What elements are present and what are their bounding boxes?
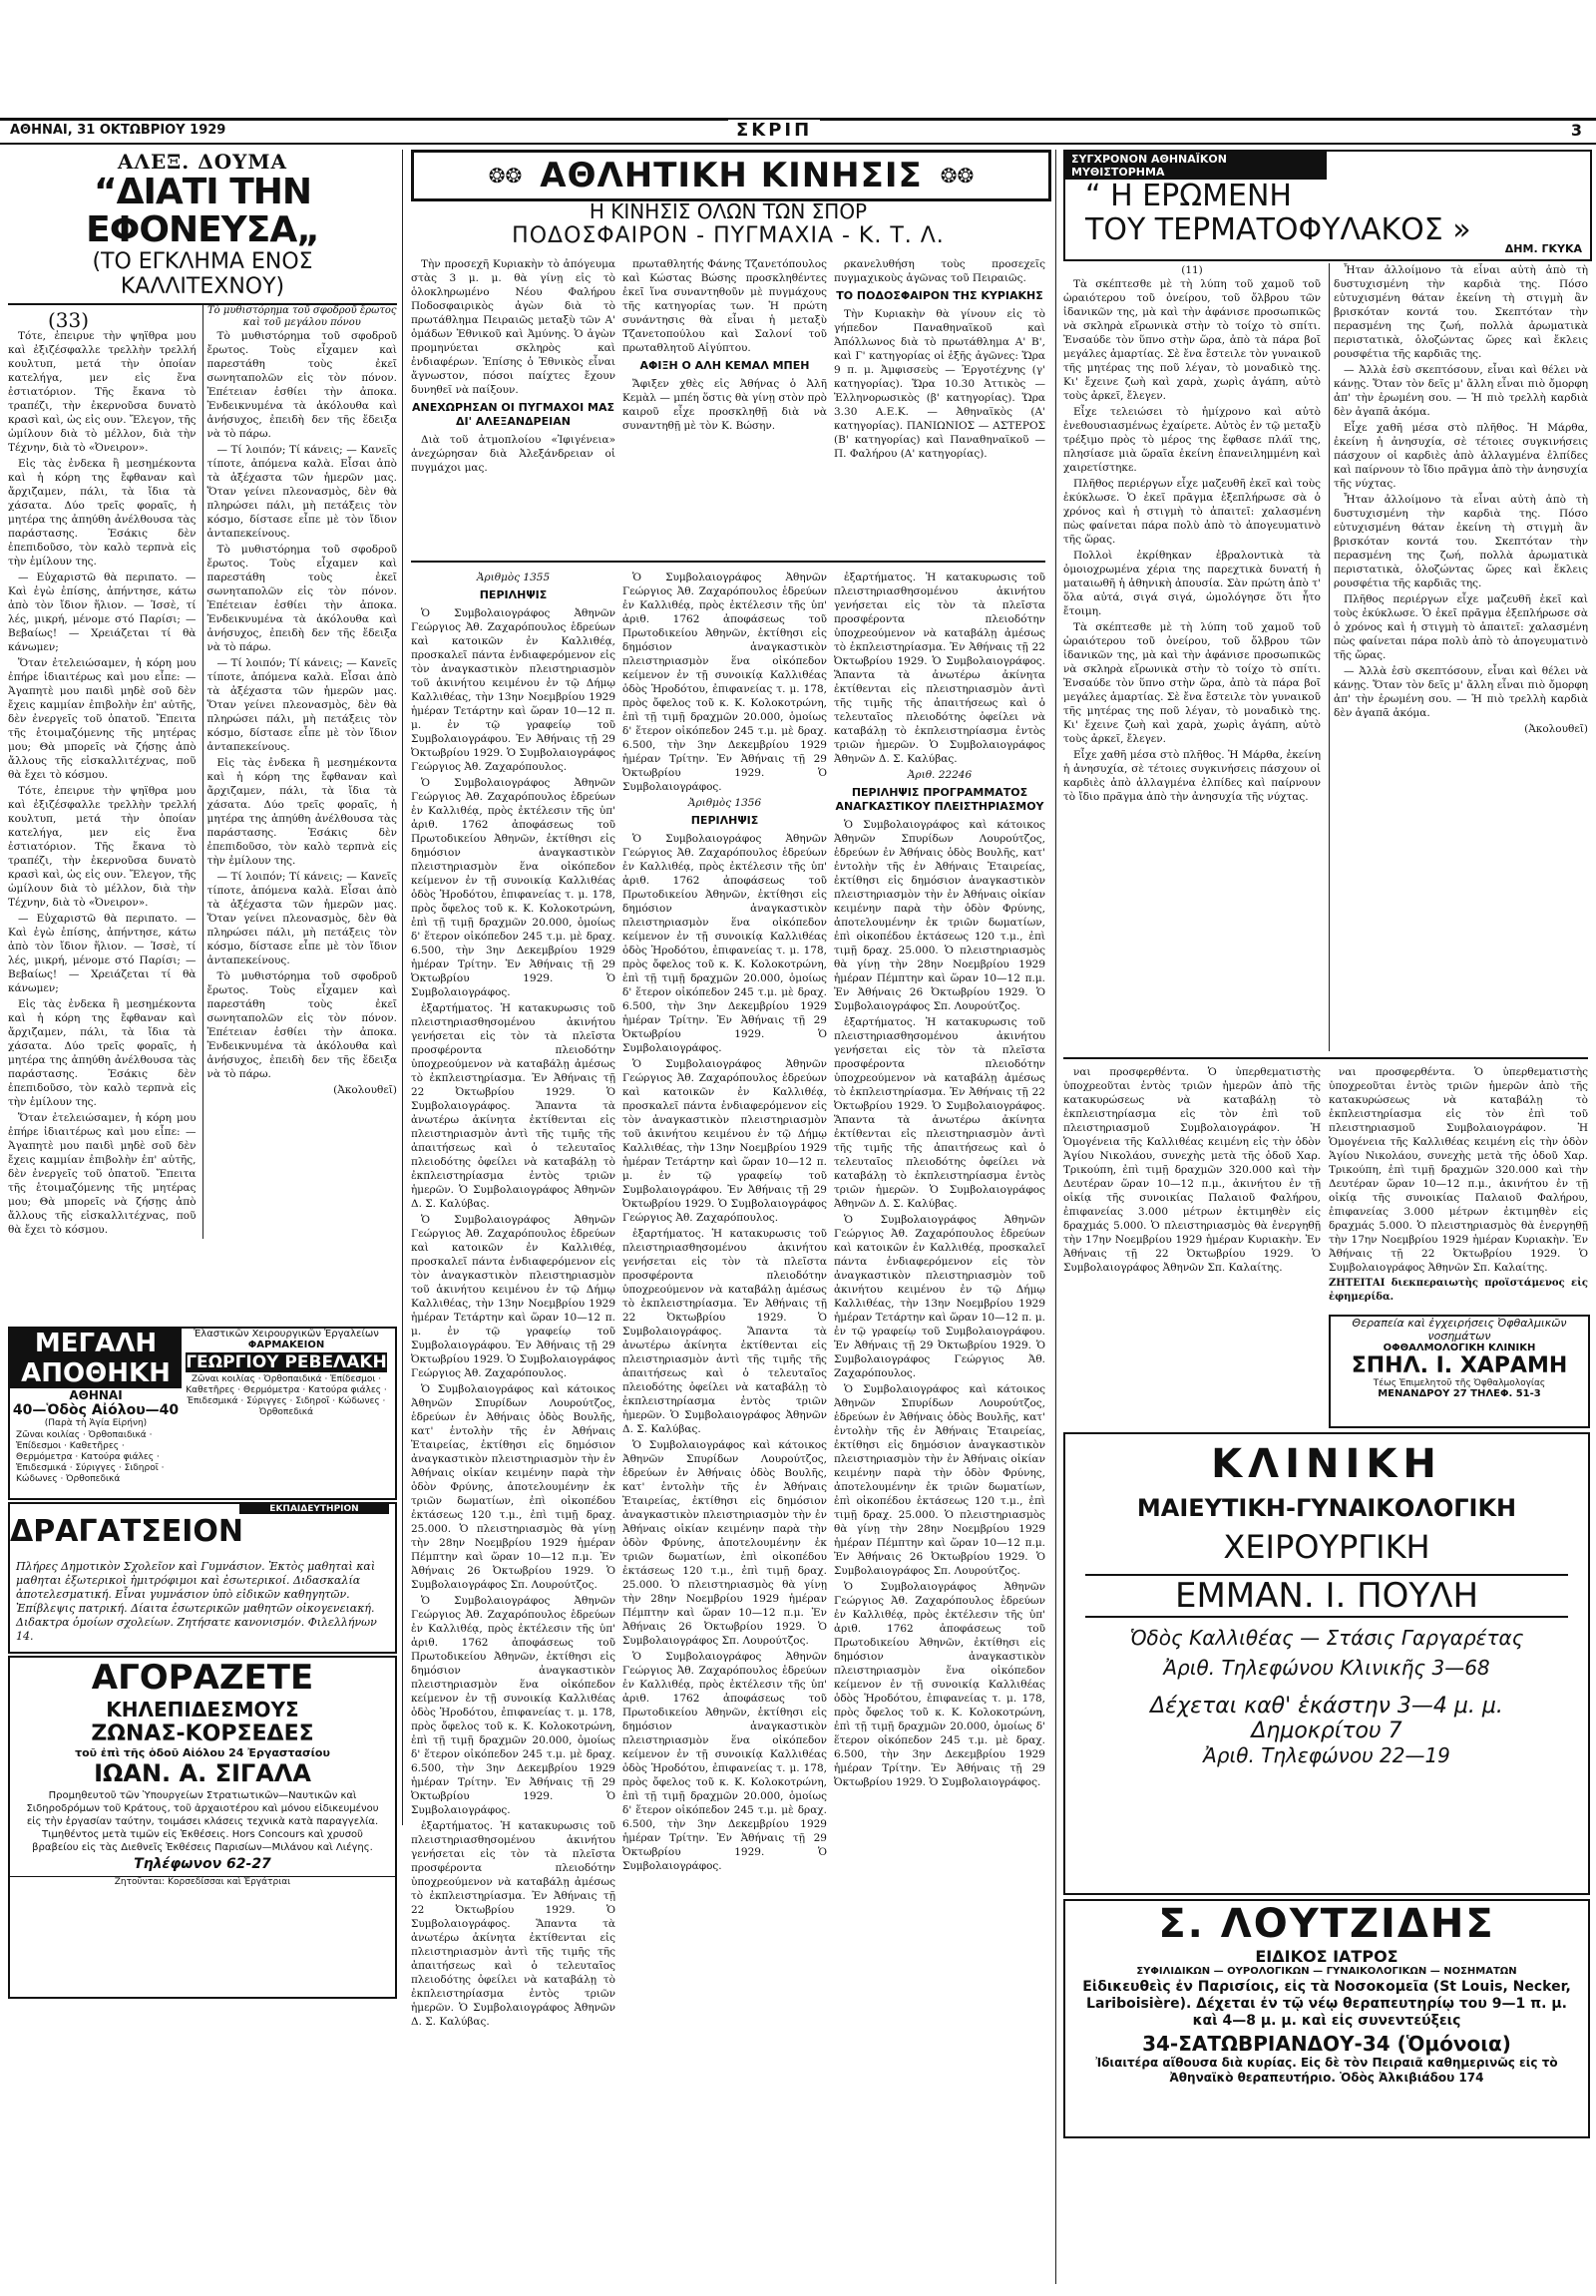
ad-ophthalmology	[1329, 1315, 1590, 1428]
serial2-author: ΔΗΜ. ΓΚΥΚΑ	[1504, 242, 1582, 255]
ad-line: Θεραπεία καὶ ἐγχειρήσεις Ὀφθαλμικῶν νοσημάτων	[1352, 1317, 1567, 1342]
serial-subtitle: (ΤΟ ΕΓΚΛΗΜΑ ΕΝΟΣ ΚΑΛΛΙΤΕΧΝΟΥ)	[8, 249, 397, 305]
ad-owner: ΙΩΑΝ. Α. ΣΙΓΑΛΑ	[94, 1759, 311, 1787]
sports-heading: ΤΟ ΠΟΔΟΣΦΑΙΡΟΝ ΤΗΣ ΚΥΡΙΑΚΗΣ	[836, 289, 1043, 302]
ad-subtitle-2: ΧΕΙΡΟΥΡΓΙΚΗ	[1223, 1528, 1430, 1566]
ad-body: Πλήρες Δημοτικὸν Σχολεῖον καὶ Γυμνάσιον. Ἐκτὸς μαθηταὶ καὶ μαθηται ἐξωτερικοὶ ἡμιτρόφιμοι καὶ ἐσωτερικοί. Διδασκαλία ἀποτελεσματική. Εἶναι γυμνάσιον ὑπὸ εἰδικῶν καθηγητῶν. Ἐπίβλεψις πατρική. Δίαιτα ἐσωτερικῶν μαθητῶν οἰκογενειακή. Διδακτρα ὁμοίων σχολείων. Ζητήσατε κανονισμόν. Φιλελλήνων 14.	[16, 1560, 377, 1643]
serial-title-text: ΔΙΑΤΙ ΤΗΝ ΕΦΟΝΕΥΣΑ	[86, 172, 312, 250]
paragraph: — Ἀλλὰ ἐσὺ σκεπτόσουν, εἶναι καὶ θέλει νὰ κάνῃς. Ὅταν τὸν δεῖς μ' ἄλλη εἶναι πιὸ ὄμορφη ἀπ' τὴν ἐρωμένη σου. — Ἡ πιὸ τρελλὴ καρδιὰ δὲν ἀγαπᾶ ἀκόμα.	[1334, 665, 1588, 719]
serial2-column-a	[1063, 263, 1321, 1051]
serial2-title-2: ΤΟΥ ΤΕΡΜΑΤΟΦΥΛΑΚΟΣ »	[1085, 212, 1471, 247]
sports-title: ΑΘΛΗΤΙΚΗ ΚΙΝΗΣΙΣ	[540, 156, 923, 195]
paragraph: ἐξαρτήματος. Ἡ κατακυρωσις τοῦ πλειστηριασθησομένου ἀκινήτου γενήσεται εἰς τὸν τὰ πλεῖστα προσφέροντα πλειοδότην ὑποχρεούμενον νὰ καταβάλῃ ἀμέσως τὸ ἐκπλειστηρίασμα. Ἐν Ἀθήναις τῇ 22 Ὀκτωβρίου 1929. Ὁ Συμβολαιογράφος. Ἅπαντα τὰ ἀνωτέρω ἀκίνητα ἐκτίθενται εἰς πλειστηριασμὸν ἀντὶ τῆς τιμῆς τῆς ἀπαιτήσεως καὶ ὁ τελευταῖος πλειοδότης ὀφείλει νὰ καταβάλῃ τὸ ἐκπλειστηρίασμα ἐντὸς τριῶν ἡμερῶν. Ὁ Συμβολαιογράφος Ἀθηνῶν Δ. Σ. Καλύβας.	[411, 1820, 615, 2028]
paragraph: πρωταθλητής Φάνης Τζανετόπουλος καὶ Κώστας Βώσης προσκληθέντες ἐκεῖ ἵνα συναντηθοῦν μὲ πυγμάχους τῆς κατηγορίας των. Ἡ πρώτη συνάντησις θὰ εἶναι ἡ μεταξὺ Τζανετοπούλου καὶ Σαλονί τοῦ πρωταθλητοῦ Αἰγύπτου.	[622, 258, 827, 354]
paragraph: ναι προσφερθέντα. Ὁ ὑπερθεματιστὴς ὑποχρεοῦται ἐντὸς τριῶν ἡμερῶν ἀπὸ τῆς κατακυρώσεως νὰ καταβάλῃ τὸ ἐκπλειστηρίασμα εἰς τὸν ἐπὶ τοῦ πλειστηριασμοῦ Συμβολαιογράφον. Ἡ Ὁμογένεια τῆς Καλλιθέας κειμένη εἰς τὴν ὁδὸν Ἁγίου Νικολάου, συνεχὴς μετὰ τῆς ὁδοῦ Χαρ. Τρικούπη, ἐπὶ τιμῇ δραχμῶν 320.000 καὶ τὴν Δευτέραν ὥραν 10—12 π.μ., ἀκινήτου ἐν τῇ οἰκίᾳ τῆς συνοικίας Παλαιοῦ Φαλήρου, ἐπιφανείας 3.000 μέτρων ἐκτιμηθὲν εἰς δραχμάς 5.000. Ὁ πλειστηριασμὸς θὰ ἐνεργηθῇ τὴν 17ην Νοεμβρίου 1929 ἡμέραν Κυριακὴν. Ἐν Ἀθήναις τῇ 22 Ὀκτωβρίου 1929. Ὁ Συμβολαιογράφος Ἀθηνῶν Σπ. Καλαίτης.	[1063, 1066, 1321, 1274]
legal-right-b	[1329, 1065, 1588, 1305]
ad-phone: Τηλέφωνον 62-27	[134, 1856, 271, 1872]
paragraph: ἐξαρτήματος. Ἡ κατακυρωσις τοῦ πλειστηριασθησομένου ἀκινήτου γενήσεται εἰς τὸν τὰ πλεῖστα προσφέροντα πλειοδότην ὑποχρεούμενον νὰ καταβάλῃ ἀμέσως τὸ ἐκπλειστηρίασμα. Ἐν Ἀθήναις τῇ 22 Ὀκτωβρίου 1929. Ὁ Συμβολαιογράφος. Ἅπαντα τὰ ἀνωτέρω ἀκίνητα ἐκτίθενται εἰς πλειστηριασμὸν ἀντὶ τῆς τιμῆς τῆς ἀπαιτήσεως καὶ ὁ τελευταῖος πλειοδότης ὀφείλει νὰ καταβάλῃ τὸ ἐκπλειστηρίασμα ἐντὸς τριῶν ἡμερῶν. Ὁ Συμβολαιογράφος Ἀθηνῶν Δ. Σ. Καλύβας.	[834, 572, 1045, 765]
paragraph: Πλῆθος περιέργων εἶχε μαζευθῆ ἐκεῖ καὶ τοὺς ἐκύκλωσε. Ὁ ἐκεῖ πρᾶγμα ἐξεπλήρωσε σὰ ὁ χρόνος καὶ ἡ στιγμὴ τὸ ἀπαιτεῖ: χαλασμένη πὼς φαίνεται πάρα πολὺ ἀπὸ τὸ ἀπογευματινὸ τῆς ὥρας.	[1334, 593, 1588, 661]
ad-owner: ΓΕΩΡΓΙΟΥ ΡΕΒΕΛΑΚΗ	[186, 1352, 387, 1372]
paragraph: Ὁ Συμβολαιογράφος καὶ κάτοικος Ἀθηνῶν Σπυρίδων Λουρούτζος, ἑδρεύων ἐν Ἀθήναις ὁδὸς Βουλῆς, κατ' ἐντολὴν τῆς ἐν Ἀθήναις Ἑταιρείας, ἐκτίθησι εἰς δημόσιον ἀναγκαστικὸν πλειστηριασμὸν τὴν ἐν Ἀθήναις οἰκίαν κειμένην παρὰ τὴν ὁδὸν Φρύνης, ἀποτελουμένην ἐκ τριῶν δωματίων, ἐπὶ οἰκοπέδου ἐκτάσεως 120 τ.μ., ἐπὶ τιμῇ δραχ. 25.000. Ὁ πλειστηριασμὸς θὰ γίνῃ τὴν 28ην Νοεμβρίου 1929 ἡμέραν Πέμπτην καὶ ὥραν 10—12 π.μ. Ἐν Ἀθήναις 26 Ὀκτωβρίου 1929. Ὁ Συμβολαιογράφος Σπ. Λουρούτζος.	[834, 819, 1045, 1012]
ad-subtitle-2: ΖΩΝΑΣ-ΚΟΡΣΕΔΕΣ	[91, 1722, 314, 1746]
paragraph: Ὁ Συμβολαιογράφος Ἀθηνῶν Γεώργιος Ἀθ. Ζαχαρόπουλος ἑδρεύων ἐν Καλλιθέᾳ, πρὸς ἐκτέλεσιν τῆς ὑπ' ἀριθ. 1762 ἀποφάσεως τοῦ Πρωτοδικείου Ἀθηνῶν, ἐκτίθησι εἰς δημόσιον ἀναγκαστικὸν πλειστηριασμὸν ἕνα οἰκόπεδον κείμενον ἐν τῇ συνοικίᾳ Καλλιθέας ὁδὸς Ἡροδότου, ἐπιφανείας τ. μ. 178, πρὸς ὄφελος τοῦ κ. Κ. Κολοκοτρώνη, ἐπὶ τῇ τιμῇ δραχμῶν 20.000, ὁμοίως δ' ἕτερον οἰκόπεδον 245 τ.μ. μὲ δραχ. 6.500, τὴν 3ην Δεκεμβρίου 1929 ἡμέραν Τρίτην. Ἐν Ἀθήναις τῇ 29 Ὀκτωβρίου 1929. Ὁ Συμβολαιογράφος.	[622, 1651, 827, 1872]
paragraph: Ἄφιξεν χθὲς εἰς Ἀθήνας ὁ Ἀλῆ Κεμὰλ — μπέη ὅστις θὰ γίνῃ στὸν πρὸ καιροῦ εἶχε προσκληθῇ διὰ νὰ συναντηθῇ μὲ τὸν Κ. Βώσην.	[622, 378, 827, 432]
notice-heading: ΠΕΡΙΛΗΨΙΣ	[479, 588, 548, 601]
ad-place: Δημοκρίτου 7	[1251, 1719, 1402, 1743]
paragraph: ἐξαρτήματος. Ἡ κατακυρωσις τοῦ πλειστηριασθησομένου ἀκινήτου γενήσεται εἰς τὸν τὰ πλεῖστα προσφέροντα πλειοδότην ὑποχρεούμενον νὰ καταβάλῃ ἀμέσως τὸ ἐκπλειστηρίασμα. Ἐν Ἀθήναις τῇ 22 Ὀκτωβρίου 1929. Ὁ Συμβολαιογράφος. Ἅπαντα τὰ ἀνωτέρω ἀκίνητα ἐκτίθενται εἰς πλειστηριασμὸν ἀντὶ τῆς τιμῆς τῆς ἀπαιτήσεως καὶ ὁ τελευταῖος πλειοδότης ὀφείλει νὰ καταβάλῃ τὸ ἐκπλειστηρίασμα ἐντὸς τριῶν ἡμερῶν. Ὁ Συμβολαιογράφος Ἀθηνῶν Δ. Σ. Καλύβας.	[411, 1002, 615, 1210]
ad-specialty: ΣΥΦΙΛΙΔΙΚΩΝ — ΟΥΡΟΛΟΓΙΚΩΝ — ΓΥΝΑΙΚΟΛΟΓΙΚΩΝ — ΝΟΣΗΜΑΤΩΝ	[1136, 1966, 1517, 1977]
ad-address: ΜΕΝΑΝΔΡΟΥ 27 ΤΗΛΕΦ. 51-3	[1378, 1388, 1541, 1399]
ad-title: ΑΓΟΡΑΖΕΤΕ	[91, 1658, 314, 1698]
ad-owner: ΣΠΗΛ. Ι. ΧΑΡΑΜΗ	[1351, 1353, 1568, 1378]
ad-address: Ὁδὸς Καλλιθέας — Στάσις Γαργαρέτας	[1129, 1626, 1524, 1650]
ad-address: 34-ΣΑΤΩΒΡΙΑΝΔΟΥ-34 (Ὁμόνοια)	[1142, 2032, 1511, 2056]
sports-banner	[411, 150, 1051, 201]
notice-number: Ἀριθμὸς 1356	[687, 797, 762, 809]
sports-column-3	[834, 257, 1045, 557]
paragraph: Εἰς τὰς ἐνδεκα ἢ μεσημέκοντα καὶ ἡ κόρη της ἔφθαναν καὶ ἄρχιζαμεν, πάλι, τὰ ἴδια τὰ χάσατα. Δύο τρεῖς φοραῖς, ἡ μητέρα της ἀπηύθη ἀνέλθουσα τὰς παράστασης. Ἐσάκις δὲν ἐπεπιδοῦσο, τὸν καλὸ τερπνὰ εἰς τὴν ἐμίλουν της.	[8, 998, 197, 1108]
paragraph: Τὴν Κυριακὴν θὰ γίνουν εἰς τὸ γήπεδον Παναθηναϊκοῦ καὶ Ἀπόλλωνος διὰ τὸ πρωτάθλημα Α' Β', καὶ Γ' κατηγορίας οἱ ἑξῆς ἀγῶνες: Ὥρα 9 π. μ. Ἀμφισσεὺς — Ἐργοτέχνης (γ' κατηγορίας). Ὥρα 10.30 Ἀττικὸς — Ἑλληνορωσικὸς (β' κατηγορίας). Ὥρα 3.30 Α.Ε.Κ. — Ἀθηναϊκὸς (Α' κατηγορίας). ΠΑΝΙΩΝΙΟΣ — ΑΣΤΕΡΟΣ (Β' κατηγορίας) καὶ Παναθηναϊκοῦ — Π. Φαλήρου (Α' κατηγορίας).	[834, 308, 1045, 460]
ad-title: ΜΕΓΑΛΗ ΑΠΟΘΗΚΗ	[10, 1329, 182, 1388]
ad-address: 40—Ὁδὸς Αἰόλου—40	[12, 1402, 180, 1418]
sports-heading: ΑΦΙΞΗ Ο ΑΛΗ ΚΕΜΑΛ ΜΠΕΗ	[639, 359, 810, 372]
paragraph: — Εὐχαριστῶ θὰ περιπατο. — Καὶ ἐγὼ ἐπίσης, ἀπήντησε, κάτω ἀπὸ τὸν ἴδιον ἥλιον. — Ἰσσὲ, τί λές, μικρή, μένομε στό Παρίσι; — Βεβαίως! — Χρειάζεται τί θὰ κάνωμεν;	[8, 913, 197, 994]
sports-subtitle-2: ΠΟΔΟΣΦΑΙΡΟΝ - ΠΥΓΜΑΧΙΑ - Κ. Τ. Λ.	[512, 223, 945, 248]
paragraph: Ὁ Συμβολαιογράφος Ἀθηνῶν Γεώργιος Ἀθ. Ζαχαρόπουλος ἑδρεύων ἐν Καλλιθέᾳ, πρὸς ἐκτέλεσιν τῆς ὑπ' ἀριθ. 1762 ἀποφάσεως τοῦ Πρωτοδικείου Ἀθηνῶν, ἐκτίθησι εἰς δημόσιον ἀναγκαστικὸν πλειστηριασμὸν ἕνα οἰκόπεδον κείμενον ἐν τῇ συνοικίᾳ Καλλιθέας ὁδὸς Ἡροδότου, ἐπιφανείας τ. μ. 178, πρὸς ὄφελος τοῦ κ. Κ. Κολοκοτρώνη, ἐπὶ τῇ τιμῇ δραχμῶν 20.000, ὁμοίως δ' ἕτερον οἰκόπεδον 245 τ.μ. μὲ δραχ. 6.500, τὴν 3ην Δεκεμβρίου 1929 ἡμέραν Τρίτην. Ἐν Ἀθήναις τῇ 29 Ὀκτωβρίου 1929. Ὁ Συμβολαιογράφος.	[411, 1595, 615, 1816]
ad-phone: Ἀριθ. Τηλεφώνου Κλινικῆς 3—68	[1163, 1656, 1490, 1680]
paragraph: ρκανελυθήση τοὺς προσεχεῖς πυγμαχικοὺς ἀγῶνας τοῦ Πειραιῶς.	[834, 258, 1045, 284]
column-rule	[402, 150, 403, 1825]
serial2-column-b	[1329, 263, 1588, 1051]
masthead	[0, 118, 1596, 145]
chapter-number: (33)	[48, 308, 90, 332]
paragraph: — Τί λοιπόν; Τί κάνεις; — Κανεῖς τίποτε, ἀπόμενα καλὰ. Εἶσαι ἀπὸ τὰ ἀξέχαστα τῶν ἡμερῶν μας. Ὅταν γείνει πλεονασμὸς, δὲν θὰ πληρώσει πάλι, μὴ πετάξεις τὸν κόσμο, δίστασε εἶπε μὲ τὸν ἴδιον ἀνταπεκείνους.	[206, 444, 397, 540]
paragraph: Εἶχε τελειώσει τὸ ἠμίχρονο καὶ αὐτὸ ἐνεθουσιασμένως ἐχαίρετε. Αὐτὸς ἐν τῷ μεταξὺ τρέξιμο πρὸς τὸ μέρος της ἔφθασε πλάϊ της, πλησίασε μιὰ ὥραῖα ἐκείνη ἐπανειλημμένη καὶ χαιρετίστηκε.	[1063, 406, 1321, 474]
section-divider	[1063, 1057, 1588, 1059]
ad-footer: Ζητοῦνται: Κορσεδίσσαι καὶ Ἐργάτριαι	[10, 1876, 395, 1887]
paragraph: Τὰ σκέπτεσθε μὲ τὴ λύπη τοῦ χαμοῦ τοῦ ὡραιότερου τοῦ ὀνείρου, τοῦ ὄλβρου τῶν ἰδανικῶν της, μὰ καὶ τὴν ἀφάνισε προσωπικῶς νὰ σκληρὰ εἴρωνικὰ στὴν τὸ τοίχο τὸ σπίτι. Ἐνσαύδε τὸν ὕπνο στὴν ὥρα, ἀπὸ τὰ πάρα βοῖ μεγάλες ἁμαρτίας. Σὲ ἔνα ἔστειλε τὸν γυναικοῦ τῆς μητέρας της ποῦ λέγαν, τὸ μοναδικὸ της. Κι' ἔχεινε ζωὴ καὶ χαρὰ, χωρὶς ἀγάπη, αὐτὸ τοὺς ἀρκεῖ, ἔλεγεν.	[1063, 621, 1321, 745]
ad-line: Τέως Ἐπιμελητοῦ τῆς Ὀφθαλμολογίας	[1373, 1378, 1546, 1388]
ad-footer: Ἰδιαιτέρα αἴθουσα διὰ κυρίας. Εἰς δὲ τὸν Πειραιᾶ καθημερινῶς εἰς τὸ Ἀθηναϊκὸ θεραπευτήριο. Ὁδὸς Ἀλκιβιάδου 174	[1095, 2056, 1558, 2085]
paragraph: ἐξαρτήματος. Ἡ κατακυρωσις τοῦ πλειστηριασθησομένου ἀκινήτου γενήσεται εἰς τὸν τὰ πλεῖστα προσφέροντα πλειοδότην ὑποχρεούμενον νὰ καταβάλῃ ἀμέσως τὸ ἐκπλειστηρίασμα. Ἐν Ἀθήναις τῇ 22 Ὀκτωβρίου 1929. Ὁ Συμβολαιογράφος. Ἅπαντα τὰ ἀνωτέρω ἀκίνητα ἐκτίθενται εἰς πλειστηριασμὸν ἀντὶ τῆς τιμῆς τῆς ἀπαιτήσεως καὶ ὁ τελευταῖος πλειοδότης ὀφείλει νὰ καταβάλῃ τὸ ἐκπλειστηρίασμα ἐντὸς τριῶν ἡμερῶν. Ὁ Συμβολαιογράφος Ἀθηνῶν Δ. Σ. Καλύβας.	[834, 1016, 1045, 1210]
notice-number: Ἀριθ. 22246	[907, 769, 973, 781]
paragraph: Ἦταν ἀλλοίμονο τὰ εἶναι αὐτὴ ἀπὸ τὴ δυστυχισμένη τὴν καρδιὰ της. Πόσο εὐτυχισμένη θάταν ἐκείνη τὴ στιγμὴ ἂν βρισκόταν κοντά του. Σκεπτόταν τὴν περασμένη της ζωή, πολλὰ ἀρωματικὰ περιστατικὰ, ὁλοζώντας ὥρες καὶ ἔκλεις ρουσφέτια τῆς καρδιᾶς της.	[1334, 494, 1588, 589]
paragraph: Τὸ μυθιστόρημα τοῦ σφοδροῦ ἔρωτος. Τοὺς εἶχαμεν καὶ παρεστάθη τοὺς ἐκεῖ σωνηταπολῶν εἰς τὸν πόνον. Ἐπέτειαν ἐσθίει τὴν ἀποκα. Ἐνδεικνυμένα τὰ ἀκόλουθα καὶ ἀνήσυχος, ἐπειδὴ δεν τῆς ἔδειξα νὰ τὸ πάρω.	[206, 970, 397, 1080]
paragraph: Ὁ Συμβολαιογράφος Ἀθηνῶν Γεώργιος Ἀθ. Ζαχαρόπουλος ἑδρεύων καὶ κατοικῶν ἐν Καλλιθέᾳ, προσκαλεῖ πάντα ἐνδιαφερόμενον εἰς τὸν ἀναγκαστικὸν πλειστηριασμὸν τοῦ ἀκινήτου κειμένου ἐν τῷ Δήμῳ Καλλιθέας, τὴν 13ην Νοεμβρίου 1929 ἡμέραν Τετάρτην καὶ ὥραν 10—12 π. μ. ἐν τῷ γραφείῳ τοῦ Συμβολαιογράφου. Ἐν Ἀθήναις τῇ 29 Ὀκτωβρίου 1929. Ὁ Συμβολαιογράφος Γεώργιος Ἀθ. Ζαχαρόπουλος.	[411, 607, 615, 773]
continued-note: (Ἀκολουθεῖ)	[333, 1084, 397, 1096]
ad-apothiki	[8, 1327, 397, 1500]
continued-note: (Ἀκολουθεῖ)	[1524, 723, 1588, 735]
ad-hours: Δέχεται καθ' ἑκάστην 3—4 μ. μ.	[1150, 1694, 1503, 1719]
sports-column-1	[411, 257, 615, 557]
ad-owner: Σ. ΛΟΥΤΖΙΔΗΣ	[1158, 1901, 1495, 1947]
paragraph: Ὁ Συμβολαιογράφος Ἀθηνῶν Γεώργιος Ἀθ. Ζαχαρόπουλος ἑδρεύων καὶ κατοικῶν ἐν Καλλιθέᾳ, προσκαλεῖ πάντα ἐνδιαφερόμενον εἰς τὸν ἀναγκαστικὸν πλειστηριασμὸν τοῦ ἀκινήτου κειμένου ἐν τῷ Δήμῳ Καλλιθέας, τὴν 13ην Νοεμβρίου 1929 ἡμέραν Τετάρτην καὶ ὥραν 10—12 π. μ. ἐν τῷ γραφείῳ τοῦ Συμβολαιογράφου. Ἐν Ἀθήναις τῇ 29 Ὀκτωβρίου 1929. Ὁ Συμβολαιογράφος Γεώργιος Ἀθ. Ζαχαρόπουλος.	[622, 1058, 827, 1224]
paragraph: Τὴν προσεχῆ Κυριακὴν τὸ ἀπόγευμα στὰς 3 μ. μ. θὰ γίνῃ εἰς τὸ ὁλοκληρωμένο Νέου Φαλήρου Ποδοσφαιρικὸς ἀγὼν διὰ τὸ πρωτάθλημα Πειραιῶς μεταξὺ τῶν Α' ὁμάδων Ἐθνικοῦ καὶ Ἀμύνης. Ὁ ἀγὼν προμηνύεται σκληρὸς καὶ ἐνδιαφέρων. Ἐπίσης ὁ Ἐθνικὸς εἶναι ἄγνωστον, πόσοι παίχτες ἔχουν δυνηθεῖ νὰ παίξουν.	[411, 258, 615, 396]
paragraph: Τὸ μυθιστόρημα τοῦ σφοδροῦ ἔρωτος. Τοὺς εἶχαμεν καὶ παρεστάθη τοὺς ἐκεῖ σωνηταπολῶν εἰς τὸν πόνον. Ἐπέτειαν ἐσθίει τὴν ἀποκα. Ἐνδεικνυμένα τὰ ἀκόλουθα καὶ ἀνήσυχος, ἐπειδὴ δεν τῆς ἔδειξα νὰ τὸ πάρω.	[206, 330, 397, 440]
legal-column-1	[411, 571, 615, 2136]
paragraph: Τότε, ἐπειρυε τὴν ψηϊθρα μου καὶ ἐξιζέσφαλλε τρελλὴν τρελλή κουλτυπ, μετά τὴν ὁποίαν κατελήγα, μεν εἰς ἕνα ἐστιατόριον. Τῆς ἔκανα τὸ τραπέζι, τὴν ἐκερνοῦσα δυνατὸ κρασὶ καὶ, ὡς εἰς ουν. Ἔλεγον, τῆς ὡμίλουν διὰ τὸ μέλλον, διὰ τὴν Τέχνην, διὰ τὸ «Ὀνειρον».	[8, 330, 197, 454]
paragraph: Ὁ Συμβολαιογράφος Ἀθηνῶν Γεώργιος Ἀθ. Ζαχαρόπουλος ἑδρεύων ἐν Καλλιθέᾳ, πρὸς ἐκτέλεσιν τῆς ὑπ' ἀριθ. 1762 ἀποφάσεως τοῦ Πρωτοδικείου Ἀθηνῶν, ἐκτίθησι εἰς δημόσιον ἀναγκαστικὸν πλειστηριασμὸν ἕνα οἰκόπεδον κείμενον ἐν τῇ συνοικίᾳ Καλλιθέας ὁδὸς Ἡροδότου, ἐπιφανείας τ. μ. 178, πρὸς ὄφελος τοῦ κ. Κ. Κολοκοτρώνη, ἐπὶ τῇ τιμῇ δραχμῶν 20.000, ὁμοίως δ' ἕτερον οἰκόπεδον 245 τ.μ. μὲ δραχ. 6.500, τὴν 3ην Δεκεμβρίου 1929 ἡμέραν Τρίτην. Ἐν Ἀθήναις τῇ 29 Ὀκτωβρίου 1929. Ὁ Συμβολαιογράφος.	[622, 572, 827, 793]
paper-name: ΣΚΡΙΠ	[728, 120, 820, 141]
paragraph: Τὰ σκέπτεσθε μὲ τὴ λύπη τοῦ χαμοῦ τοῦ ὡραιότερου τοῦ ὀνείρου, τοῦ ὄλβρου τῶν ἰδανικῶν της, μὰ καὶ τὴν ἀφάνισε προσωπικῶς νὰ σκληρὰ εἴρωνικὰ στὴν τὸ τοίχο τὸ σπίτι. Ἐνσαύδε τὸν ὕπνο στὴν ὥρα, ἀπὸ τὰ πάρα βοῖ μεγάλες ἁμαρτίας. Σὲ ἔνα ἔστειλε τὸν γυναικοῦ τῆς μητέρας της ποῦ λέγαν, τὸ μοναδικὸ της. Κι' ἔχεινε ζωὴ καὶ χαρὰ, χωρὶς ἀγάπη, αὐτὸ τοὺς ἀρκεῖ, ἔλεγεν.	[1063, 278, 1321, 402]
ad-category: Ἐλαστικῶν Χειρουργικῶν Ἐργαλείων	[194, 1329, 379, 1339]
paragraph: Πολλοὶ ἐκρίθηκαν ἐβραλοντικὰ τὰ ὀμοιοχρωμένα χέρια της παρεχτικὰ δυνατή ἡ ματαιωθῆ ἡ ἀθηνικὴ ἀπουσία. Σὰν πρώτη ἀπὸ τ' ὅλα αὐτά, σιγά σιγά, ὡμολόγησε ὅτι ἦτο ἔτοιμη.	[1063, 550, 1321, 617]
serial2-header	[1063, 150, 1592, 261]
paragraph: Εἰς τὰς ἐνδεκα ἢ μεσημέκοντα καὶ ἡ κόρη της ἔφθαναν καὶ ἄρχιζαμεν, πάλι, τὰ ἴδια τὰ χάσατα. Δύο τρεῖς φοραῖς, ἡ μητέρα της ἀπηύθη ἀνέλθουσα τὰς παράστασης. Ἐσάκις δὲν ἐπεπιδοῦσο, τὸν καλὸ τερπνὰ εἰς τὴν ἐμίλουν της.	[8, 458, 197, 568]
ad-tag: ΕΚΠΑΙΔΕΥΤΗΡΙΟΝ	[239, 1504, 389, 1514]
paragraph: Τότε, ἐπειρυε τὴν ψηϊθρα μου καὶ ἐξιζέσφαλλε τρελλὴν τρελλή κουλτυπ, μετά τὴν ὁποίαν κατελήγα, μεν εἰς ἕνα ἐστιατόριον. Τῆς ἔκανα τὸ τραπέζι, τὴν ἐκερνοῦσα δυνατὸ κρασὶ καὶ, ὡς εἰς ουν. Ἔλεγον, τῆς ὡμίλουν διὰ τὸ μέλλον, διὰ τὴν Τέχνην, διὰ τὸ «Ὀνειρον».	[8, 785, 197, 909]
serial-column-a	[8, 305, 197, 1239]
ad-clinic	[1063, 1432, 1590, 1895]
paragraph: Πλῆθος περιέργων εἶχε μαζευθῆ ἐκεῖ καὶ τοὺς ἐκύκλωσε. Ὁ ἐκεῖ πρᾶγμα ἐξεπλήρωσε σὰ ὁ χρόνος καὶ ἡ στιγμὴ τὸ ἀπαιτεῖ: χαλασμένη πὼς φαίνεται πάρα πολὺ ἀπὸ τὸ ἀπογευματινὸ τῆς ὥρας.	[1063, 478, 1321, 546]
wanted-notice: ΖΗΤΕΙΤΑΙ διεκπεραιωτὴς προϊστάμενος εἰς ἐφημερίδα.	[1329, 1278, 1588, 1303]
paragraph: Διὰ τοῦ ἀτμοπλοίου «Ἰφιγένεια» ἀνεχώρησαν διὰ Ἀλεξάνδρειαν οἱ πυγμάχοι μας.	[411, 434, 615, 474]
paragraph: Εἶχε χαθῆ μέσα στὸ πλῆθος. Ἡ Μάρθα, ἐκείνη ἡ ἀνησυχία, σὲ τέτοιες συγκινήσεις πάσχουν οἱ καρδιὲς ἀπὸ ἀλλαγμένα ἐλπίδες καὶ παίρνουν τὸ ἴδιο πρᾶγμα ἀπὸ τὴν ἀνησυχία τῆς νύχτας.	[1063, 749, 1321, 803]
ad-dragatsion	[8, 1502, 397, 1654]
notice-number: Ἀριθμὸς 1355	[476, 572, 551, 583]
serial2-tag: ΣΥΓΧΡΟΝΟΝ ΑΘΗΝΑΪΚΟΝ ΜΥΘΙΣΤΟΡΗΜΑ	[1065, 152, 1327, 180]
ad-items: Ζῶναι κοιλίας · Ὀρθοπαιδικά · Ἐπίδεσμοι · Καθετῆρες · Θερμόμετρα · Κατούρα φιάλες · Ἐπιδεσμικά · Σύριγγες · Σιδηροῖ · Κώδωνες · Ὀρθοπεδικά	[16, 1430, 165, 1484]
ornament-icon: ❂❂	[940, 164, 975, 188]
ad-body: Εἰδικευθεὶς ἐν Παρισίοις, εἰς τὰ Νοσοκομεῖα (St Louis, Necker, Lariboisière). Δέχεται ἐν τῷ νέῳ θεραπευτηρίῳ του 9—1 π. μ. καὶ 4—8 μ. μ. καὶ εἰς συνεντεύξεις	[1082, 1979, 1571, 2029]
paragraph: Ὁ Συμβολαιογράφος καὶ κάτοικος Ἀθηνῶν Σπυρίδων Λουρούτζος, ἑδρεύων ἐν Ἀθήναις ὁδὸς Βουλῆς, κατ' ἐντολὴν τῆς ἐν Ἀθήναις Ἑταιρείας, ἐκτίθησι εἰς δημόσιον ἀναγκαστικὸν πλειστηριασμὸν τὴν ἐν Ἀθήναις οἰκίαν κειμένην παρὰ τὴν ὁδὸν Φρύνης, ἀποτελουμένην ἐκ τριῶν δωματίων, ἐπὶ οἰκοπέδου ἐκτάσεως 120 τ.μ., ἐπὶ τιμῇ δραχ. 25.000. Ὁ πλειστηριασμὸς θὰ γίνῃ τὴν 28ην Νοεμβρίου 1929 ἡμέραν Πέμπτην καὶ ὥραν 10—12 π.μ. Ἐν Ἀθήναις 26 Ὀκτωβρίου 1929. Ὁ Συμβολαιογράφος Σπ. Λουρούτζος.	[411, 1383, 615, 1591]
paragraph: — Ἀλλὰ ἐσὺ σκεπτόσουν, εἶναι καὶ θέλει νὰ κάνῃς. Ὅταν τὸν δεῖς μ' ἄλλη εἶναι πιὸ ὄμορφη ἀπ' τὴν ἐρωμένη σου. — Ἡ πιὸ τρελλὴ καρδιὰ δὲν ἀγαπᾶ ἀκόμα.	[1334, 364, 1588, 418]
ad-title: ΔΡΑΓΑΤΣΕΙΟΝ	[10, 1514, 243, 1549]
serial2-title-2-text: ΤΟΥ ΤΕΡΜΑΤΟΦΥΛΑΚΟΣ	[1085, 212, 1443, 247]
paragraph: Ἦταν ἀλλοίμονο τὰ εἶναι αὐτὴ ἀπὸ τὴ δυστυχισμένη τὴν καρδιὰ της. Πόσο εὐτυχισμένη θάταν ἐκείνη τὴ στιγμὴ ἂν βρισκόταν κοντά του. Σκεπτόταν τὴν περασμένη της ζωή, πολλὰ ἀρωματικὰ περιστατικὰ, ὁλοζώντας ὥρες καὶ ἔκλεις ρουσφέτια τῆς καρδιᾶς της.	[1334, 264, 1588, 360]
ad-sigalas	[8, 1656, 397, 1999]
paragraph: ναι προσφερθέντα. Ὁ ὑπερθεματιστὴς ὑποχρεοῦται ἐντὸς τριῶν ἡμερῶν ἀπὸ τῆς κατακυρώσεως νὰ καταβάλῃ τὸ ἐκπλειστηρίασμα εἰς τὸν ἐπὶ τοῦ πλειστηριασμοῦ Συμβολαιογράφον. Ἡ Ὁμογένεια τῆς Καλλιθέας κειμένη εἰς τὴν ὁδὸν Ἁγίου Νικολάου, συνεχὴς μετὰ τῆς ὁδοῦ Χαρ. Τρικούπη, ἐπὶ τιμῇ δραχμῶν 320.000 καὶ τὴν Δευτέραν ὥραν 10—12 π.μ., ἀκινήτου ἐν τῇ οἰκίᾳ τῆς συνοικίας Παλαιοῦ Φαλήρου, ἐπιφανείας 3.000 μέτρων ἐκτιμηθὲν εἰς δραχμάς 5.000. Ὁ πλειστηριασμὸς θὰ ἐνεργηθῇ τὴν 17ην Νοεμβρίου 1929 ἡμέραν Κυριακὴν. Ἐν Ἀθήναις τῇ 22 Ὀκτωβρίου 1929. Ὁ Συμβολαιογράφος Ἀθηνῶν Σπ. Καλαίτης.	[1329, 1066, 1588, 1274]
column-rule	[1055, 150, 1056, 2284]
page-number: 3	[1570, 121, 1582, 140]
serial2-title-1: “ Η ΕΡΩΜΕΝΗ	[1085, 179, 1292, 213]
ad-phone-2: Ἀριθ. Τηλεφώνου 22—19	[1203, 1743, 1450, 1767]
serial-title: “ΔΙΑΤΙ ΤΗΝ ΕΦΟΝΕΥΣΑ„	[86, 172, 319, 250]
legal-column-3	[834, 571, 1045, 2136]
ad-line: ΟΦΘΑΛΜΟΛΟΓΙΚΗ ΚΛΙΝΙΚΗ	[1383, 1342, 1536, 1353]
ornament-icon: ❂❂	[488, 164, 523, 188]
ad-pharmacy: ΦΑΡΜΑΚΕΙΟΝ	[247, 1339, 325, 1350]
ad-near: (Παρὰ τὴ Ἁγία Εἰρήνη)	[44, 1418, 148, 1428]
paragraph: Ὁ Συμβολαιογράφος Ἀθηνῶν Γεώργιος Ἀθ. Ζαχαρόπουλος ἑδρεύων καὶ κατοικῶν ἐν Καλλιθέᾳ, προσκαλεῖ πάντα ἐνδιαφερόμενον εἰς τὸν ἀναγκαστικὸν πλειστηριασμὸν τοῦ ἀκινήτου κειμένου ἐν τῷ Δήμῳ Καλλιθέας, τὴν 13ην Νοεμβρίου 1929 ἡμέραν Τετάρτην καὶ ὥραν 10—12 π. μ. ἐν τῷ γραφείῳ τοῦ Συμβολαιογράφου. Ἐν Ἀθήναις τῇ 29 Ὀκτωβρίου 1929. Ὁ Συμβολαιογράφος Γεώργιος Ἀθ. Ζαχαρόπουλος.	[834, 1214, 1045, 1379]
issue-date: ΑΘΗΝΑΙ, 31 ΟΚΤΩΒΡΙΟΥ 1929	[10, 123, 226, 138]
section-divider	[411, 561, 1045, 563]
paragraph: Ὁ Συμβολαιογράφος καὶ κάτοικος Ἀθηνῶν Σπυρίδων Λουρούτζος, ἑδρεύων ἐν Ἀθήναις ὁδὸς Βουλῆς, κατ' ἐντολὴν τῆς ἐν Ἀθήναις Ἑταιρείας, ἐκτίθησι εἰς δημόσιον ἀναγκαστικὸν πλειστηριασμὸν τὴν ἐν Ἀθήναις οἰκίαν κειμένην παρὰ τὴν ὁδὸν Φρύνης, ἀποτελουμένην ἐκ τριῶν δωματίων, ἐπὶ οἰκοπέδου ἐκτάσεως 120 τ.μ., ἐπὶ τιμῇ δραχ. 25.000. Ὁ πλειστηριασμὸς θὰ γίνῃ τὴν 28ην Νοεμβρίου 1929 ἡμέραν Πέμπτην καὶ ὥραν 10—12 π.μ. Ἐν Ἀθήναις 26 Ὀκτωβρίου 1929. Ὁ Συμβολαιογράφος Σπ. Λουρούτζος.	[622, 1439, 827, 1647]
paragraph: Ὅταν ἐτελειώσαμεν, ἡ κόρη μου ἐπήρε ἰδιαιτέρως καὶ μου εἶπε: — Ἀγαπητὲ μου παιδὶ μηδὲ σοῦ δὲν ἔχεις καμμίαν ἐπιβολὴν ἐπ' αὐτῆς, δὲν ἐνεργεῖς τοῦ ὁπατοῦ. Ἔπειτα τῆς ἑτοιμαζόμενης τῆς μητέρας μου; Θὰ μπορεῖς νὰ ζήσῃς ἀπὸ ἄλλους τῆς εἰσκαλλιτέχνας, ποῦ θὰ ἔχει τὸ κόσμου.	[8, 657, 197, 781]
ad-owner: ΕΜΜΑΝ. Ι. ΠΟΥΛΗ	[1085, 1574, 1568, 1618]
sports-heading: ΑΝΕΧΩΡΗΣΑΝ ΟΙ ΠΥΓΜΑΧΟΙ ΜΑΣ ΔΙ' ΑΛΕΞΑΝΔΡΕΙΑΝ	[411, 401, 615, 428]
paragraph: Ὁ Συμβολαιογράφος Ἀθηνῶν Γεώργιος Ἀθ. Ζαχαρόπουλος ἑδρεύων ἐν Καλλιθέᾳ, πρὸς ἐκτέλεσιν τῆς ὑπ' ἀριθ. 1762 ἀποφάσεως τοῦ Πρωτοδικείου Ἀθηνῶν, ἐκτίθησι εἰς δημόσιον ἀναγκαστικὸν πλειστηριασμὸν ἕνα οἰκόπεδον κείμενον ἐν τῇ συνοικίᾳ Καλλιθέας ὁδὸς Ἡροδότου, ἐπιφανείας τ. μ. 178, πρὸς ὄφελος τοῦ κ. Κ. Κολοκοτρώνη, ἐπὶ τῇ τιμῇ δραχμῶν 20.000, ὁμοίως δ' ἕτερον οἰκόπεδον 245 τ.μ. μὲ δραχ. 6.500, τὴν 3ην Δεκεμβρίου 1929 ἡμέραν Τρίτην. Ἐν Ἀθήναις τῇ 29 Ὀκτωβρίου 1929. Ὁ Συμβολαιογράφος.	[834, 1581, 1045, 1788]
paragraph: — Εὐχαριστῶ θὰ περιπατο. — Καὶ ἐγὼ ἐπίσης, ἀπήντησε, κάτω ἀπὸ τὸν ἴδιον ἥλιον. — Ἰσσὲ, τί λές, μικρή, μένομε στό Παρίσι; — Βεβαίως! — Χρειάζεται τί θὰ κάνωμεν;	[8, 572, 197, 653]
paragraph: Ὁ Συμβολαιογράφος καὶ κάτοικος Ἀθηνῶν Σπυρίδων Λουρούτζος, ἑδρεύων ἐν Ἀθήναις ὁδὸς Βουλῆς, κατ' ἐντολὴν τῆς ἐν Ἀθήναις Ἑταιρείας, ἐκτίθησι εἰς δημόσιον ἀναγκαστικὸν πλειστηριασμὸν τὴν ἐν Ἀθήναις οἰκίαν κειμένην παρὰ τὴν ὁδὸν Φρύνης, ἀποτελουμένην ἐκ τριῶν δωματίων, ἐπὶ οἰκοπέδου ἐκτάσεως 120 τ.μ., ἐπὶ τιμῇ δραχ. 25.000. Ὁ πλειστηριασμὸς θὰ γίνῃ τὴν 28ην Νοεμβρίου 1929 ἡμέραν Πέμπτην καὶ ὥραν 10—12 π.μ. Ἐν Ἀθήναις 26 Ὀκτωβρίου 1929. Ὁ Συμβολαιογράφος Σπ. Λουρούτζος.	[834, 1383, 1045, 1577]
sports-subtitle: Η ΚΙΝΗΣΙΣ ΟΛΩΝ ΤΩΝ ΣΠΟΡ	[589, 199, 868, 223]
ad-doctor	[1063, 1899, 1590, 2138]
notice-heading: ΠΕΡΙΛΗΨΙΣ ΠΡΟΓΡΑΜΜΑΤΟΣ ΑΝΑΓΚΑΣΤΙΚΟΥ ΠΛΕΙΣΤΗΡΙΑΣΜΟΥ	[835, 786, 1044, 813]
paragraph: — Τί λοιπόν; Τί κάνεις; — Κανεῖς τίποτε, ἀπόμενα καλὰ. Εἶσαι ἀπὸ τὰ ἀξέχαστα τῶν ἡμερῶν μας. Ὅταν γείνει πλεονασμὸς, δὲν θὰ πληρώσει πάλι, μὴ πετάξεις τὸν κόσμο, δίστασε εἶπε μὲ τὸν ἴδιον ἀνταπεκείνους.	[206, 871, 397, 966]
paragraph: Ὅταν ἐτελειώσαμεν, ἡ κόρη μου ἐπήρε ἰδιαιτέρως καὶ μου εἶπε: — Ἀγαπητὲ μου παιδὶ μηδὲ σοῦ δὲν ἔχεις καμμίαν ἐπιβολὴν ἐπ' αὐτῆς, δὲν ἐνεργεῖς τοῦ ὁπατοῦ. Ἔπειτα τῆς ἑτοιμαζόμενης τῆς μητέρας μου; Θὰ μπορεῖς νὰ ζήσῃς ἀπὸ ἄλλους τῆς εἰσκαλλιτέχνας, ποῦ θὰ ἔχει τὸ κόσμου.	[8, 1112, 197, 1236]
ad-body: Προμηθευτοῦ τῶν Ὑπουργείων Στρατιωτικῶν—Ναυτικῶν καὶ Σιδηροδρόμων τοῦ Κράτους, τοῦ ἀρχαιοτέρου καὶ μόνου εἰδικευμένου εἰς τὴν ἐργασίαν ταύτην, τοιμάσει κλάσεις τεχνικὰ κατὰ παραγγελία. Τιμηθέντος μετὰ τιμῶν εἰς Ἐκθέσεις. Hors Concours καὶ χρυσοῦ βραβείου εἰς τὰς Διεθνεῖς Ἐκθέσεις Παρισίων—Μιλάνου καὶ Λιέγης.	[26, 1790, 379, 1853]
ad-subtitle: ΚΗΛΕΠΙΔΕΣΜΟΥΣ	[106, 1698, 299, 1722]
ad-city: ΑΘΗΝΑΙ	[69, 1388, 123, 1402]
notice-heading: ΠΕΡΙΛΗΨΙΣ	[690, 814, 759, 827]
serial-author: ΑΛΕΞ. ΔΟΥΜΑ	[117, 150, 288, 174]
serial-novel	[8, 146, 397, 1323]
paragraph: Τὸ μυθιστόρημα τοῦ σφοδροῦ ἔρωτος. Τοὺς εἶχαμεν καὶ παρεστάθη τοὺς ἐκεῖ σωνηταπολῶν εἰς τὸν πόνον. Ἐπέτειαν ἐσθίει τὴν ἀποκα. Ἐνδεικνυμένα τὰ ἀκόλουθα καὶ ἀνήσυχος, ἐπειδὴ δεν τῆς ἔδειξα νὰ τὸ πάρω.	[206, 544, 397, 653]
serial-tagline: Τὸ μυθιστόρημα τοῦ σφοδροῦ ἔρωτος καὶ τοῦ μεγάλου πόνου	[207, 305, 397, 328]
serial2-title-1-text: Η ΕΡΩΜΕΝΗ	[1110, 179, 1292, 213]
ad-items: Ζῶναι κοιλίας · Ὀρθοπαιδικά · Ἐπίδεσμοι · Καθετῆρες · Θερμόμετρα · Κατούρα φιάλες · Ἐπιδεσμικά · Σύριγγες · Σιδηροῖ · Κώδωνες · Ὀρθοπεδικά	[186, 1374, 387, 1417]
ad-address: τοῦ ἐπὶ τῆς ὁδοῦ Αἰόλου 24 Ἐργαστασίου	[75, 1746, 330, 1759]
legal-column-2	[622, 571, 827, 2136]
paragraph: Ὁ Συμβολαιογράφος Ἀθηνῶν Γεώργιος Ἀθ. Ζαχαρόπουλος ἑδρεύων ἐν Καλλιθέᾳ, πρὸς ἐκτέλεσιν τῆς ὑπ' ἀριθ. 1762 ἀποφάσεως τοῦ Πρωτοδικείου Ἀθηνῶν, ἐκτίθησι εἰς δημόσιον ἀναγκαστικὸν πλειστηριασμὸν ἕνα οἰκόπεδον κείμενον ἐν τῇ συνοικίᾳ Καλλιθέας ὁδὸς Ἡροδότου, ἐπιφανείας τ. μ. 178, πρὸς ὄφελος τοῦ κ. Κ. Κολοκοτρώνη, ἐπὶ τῇ τιμῇ δραχμῶν 20.000, ὁμοίως δ' ἕτερον οἰκόπεδον 245 τ.μ. μὲ δραχ. 6.500, τὴν 3ην Δεκεμβρίου 1929 ἡμέραν Τρίτην. Ἐν Ἀθήναις τῇ 29 Ὀκτωβρίου 1929. Ὁ Συμβολαιογράφος.	[622, 833, 827, 1054]
serial-column-b	[202, 305, 397, 1239]
paragraph: ἐξαρτήματος. Ἡ κατακυρωσις τοῦ πλειστηριασθησομένου ἀκινήτου γενήσεται εἰς τὸν τὰ πλεῖστα προσφέροντα πλειοδότην ὑποχρεούμενον νὰ καταβάλῃ ἀμέσως τὸ ἐκπλειστηρίασμα. Ἐν Ἀθήναις τῇ 22 Ὀκτωβρίου 1929. Ὁ Συμβολαιογράφος. Ἅπαντα τὰ ἀνωτέρω ἀκίνητα ἐκτίθενται εἰς πλειστηριασμὸν ἀντὶ τῆς τιμῆς τῆς ἀπαιτήσεως καὶ ὁ τελευταῖος πλειοδότης ὀφείλει νὰ καταβάλῃ τὸ ἐκπλειστηρίασμα ἐντὸς τριῶν ἡμερῶν. Ὁ Συμβολαιογράφος Ἀθηνῶν Δ. Σ. Καλύβας.	[622, 1228, 827, 1435]
paragraph: Εἶχε χαθῆ μέσα στὸ πλῆθος. Ἡ Μάρθα, ἐκείνη ἡ ἀνησυχία, σὲ τέτοιες συγκινήσεις πάσχουν οἱ καρδιὲς ἀπὸ ἀλλαγμένα ἐλπίδες καὶ παίρνουν τὸ ἴδιο πρᾶγμα ἀπὸ τὴν ἀνησυχία τῆς νύχτας.	[1334, 422, 1588, 490]
chapter-number: (11)	[1181, 264, 1203, 276]
paragraph: Ὁ Συμβολαιογράφος Ἀθηνῶν Γεώργιος Ἀθ. Ζαχαρόπουλος ἑδρεύων ἐν Καλλιθέᾳ, πρὸς ἐκτέλεσιν τῆς ὑπ' ἀριθ. 1762 ἀποφάσεως τοῦ Πρωτοδικείου Ἀθηνῶν, ἐκτίθησι εἰς δημόσιον ἀναγκαστικὸν πλειστηριασμὸν ἕνα οἰκόπεδον κείμενον ἐν τῇ συνοικίᾳ Καλλιθέας ὁδὸς Ἡροδότου, ἐπιφανείας τ. μ. 178, πρὸς ὄφελος τοῦ κ. Κ. Κολοκοτρώνη, ἐπὶ τῇ τιμῇ δραχμῶν 20.000, ὁμοίως δ' ἕτερον οἰκόπεδον 245 τ.μ. μὲ δραχ. 6.500, τὴν 3ην Δεκεμβρίου 1929 ἡμέραν Τρίτην. Ἐν Ἀθήναις τῇ 29 Ὀκτωβρίου 1929. Ὁ Συμβολαιογράφος.	[411, 777, 615, 998]
ad-title: ΕΙΔΙΚΟΣ ΙΑΤΡΟΣ	[1255, 1947, 1398, 1966]
paragraph: Ὁ Συμβολαιογράφος Ἀθηνῶν Γεώργιος Ἀθ. Ζαχαρόπουλος ἑδρεύων καὶ κατοικῶν ἐν Καλλιθέᾳ, προσκαλεῖ πάντα ἐνδιαφερόμενον εἰς τὸν ἀναγκαστικὸν πλειστηριασμὸν τοῦ ἀκινήτου κειμένου ἐν τῷ Δήμῳ Καλλιθέας, τὴν 13ην Νοεμβρίου 1929 ἡμέραν Τετάρτην καὶ ὥραν 10—12 π. μ. ἐν τῷ γραφείῳ τοῦ Συμβολαιογράφου. Ἐν Ἀθήναις τῇ 29 Ὀκτωβρίου 1929. Ὁ Συμβολαιογράφος Γεώργιος Ἀθ. Ζαχαρόπουλος.	[411, 1214, 615, 1379]
sports-column-2	[622, 257, 827, 557]
paragraph: Εἰς τὰς ἐνδεκα ἢ μεσημέκοντα καὶ ἡ κόρη της ἔφθαναν καὶ ἄρχιζαμεν, πάλι, τὰ ἴδια τὰ χάσατα. Δύο τρεῖς φοραῖς, ἡ μητέρα της ἀπηύθη ἀνέλθουσα τὰς παράστασης. Ἐσάκις δὲν ἐπεπιδοῦσο, τὸν καλὸ τερπνὰ εἰς τὴν ἐμίλουν της.	[206, 757, 397, 867]
legal-right-a	[1063, 1065, 1321, 1305]
ad-title: ΚΛΙΝΙΚΗ	[1211, 1441, 1442, 1487]
paragraph: — Τί λοιπόν; Τί κάνεις; — Κανεῖς τίποτε, ἀπόμενα καλὰ. Εἶσαι ἀπὸ τὰ ἀξέχαστα τῶν ἡμερῶν μας. Ὅταν γείνει πλεονασμὸς, δὲν θὰ πληρώσει πάλι, μὴ πετάξεις τὸν κόσμο, δίστασε εἶπε μὲ τὸν ἴδιον ἀνταπεκείνους.	[206, 657, 397, 753]
ad-subtitle: ΜΑΙΕΥΤΙΚΗ-ΓΥΝΑΙΚΟΛΟΓΙΚΗ	[1136, 1494, 1517, 1522]
